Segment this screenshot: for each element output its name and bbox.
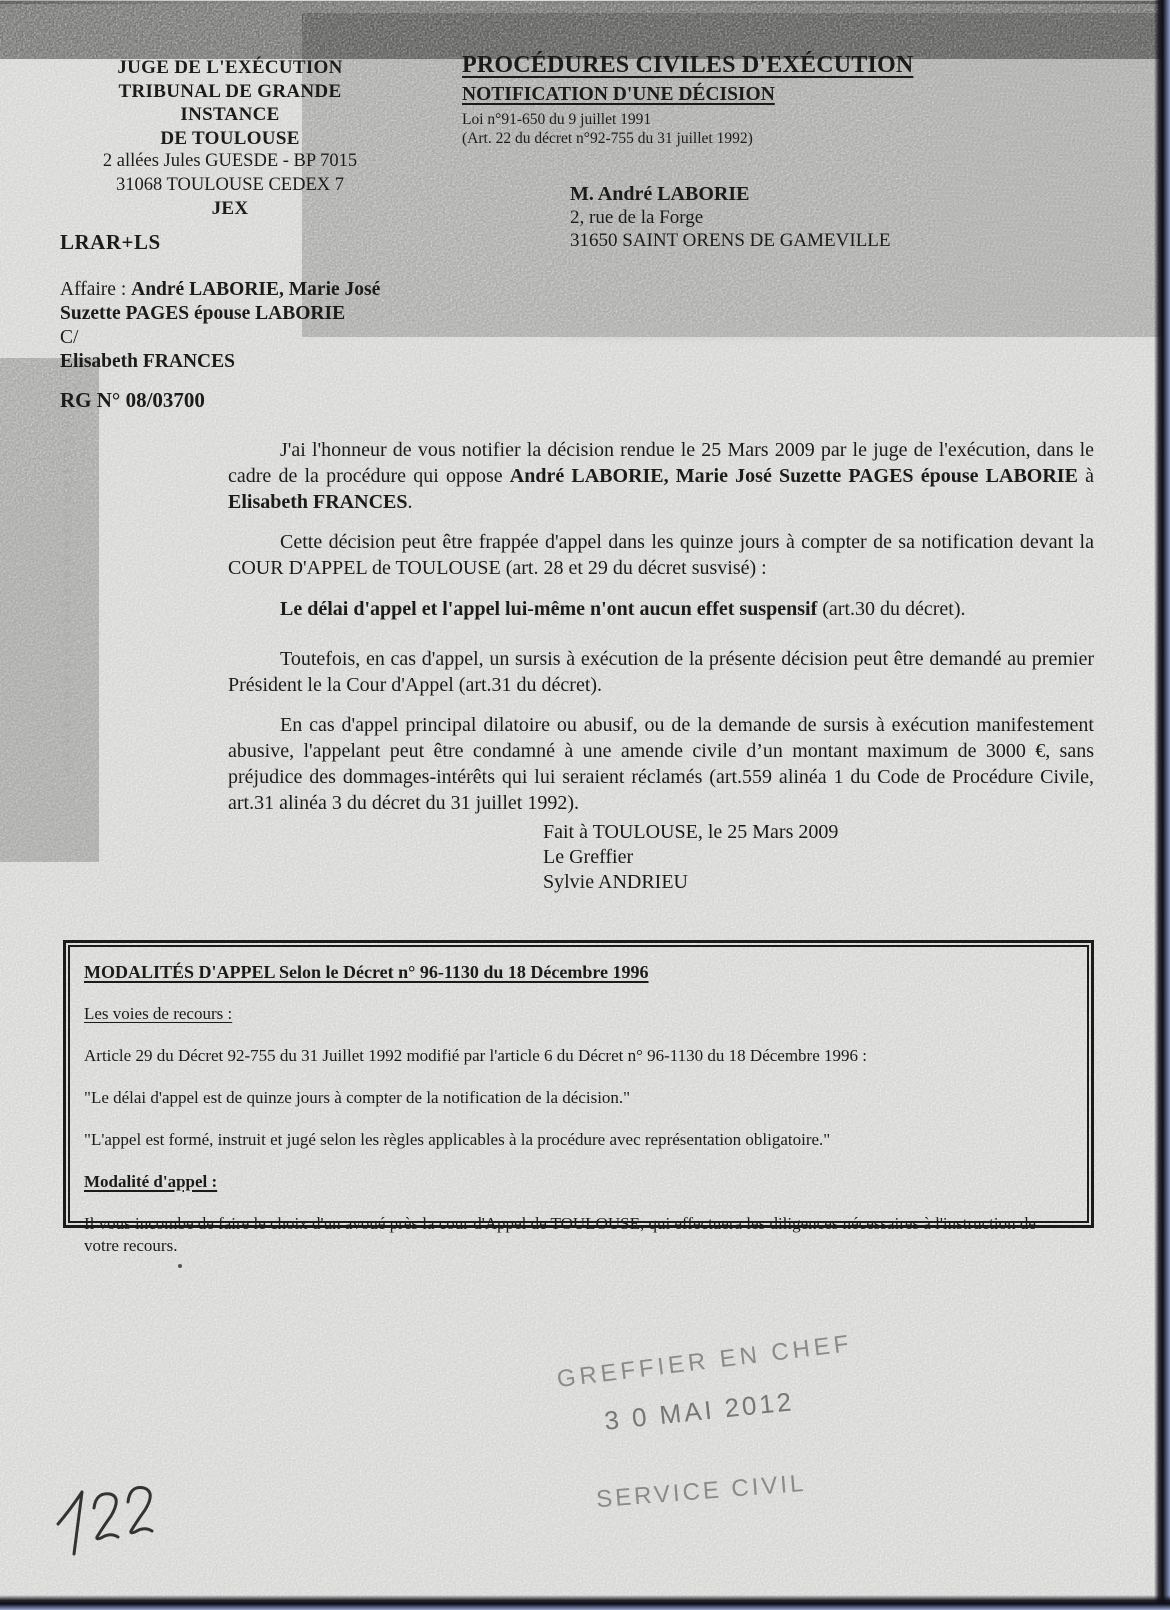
signature-block <box>543 820 838 895</box>
appeal-box-instruction: Il vous incombe de faire le choix d'un avoué près la cour d'Appel de TOULOUSE, qui effectuera les diligences nécessaires à l'instruction de votre recours. <box>84 1214 1036 1255</box>
appeal-box-quote-procedure: "L'appel est formé, instruit et jugé selon les règles applicables à la procédure avec représentation obligatoire." <box>84 1130 831 1149</box>
case-line-2: Suzette PAGES épouse LABORIE <box>60 303 346 324</box>
document-header <box>462 52 1022 148</box>
recipient-address-block <box>570 183 891 252</box>
case-parties-block <box>60 278 380 374</box>
stamp-date: 3 0 MAI 2012 <box>602 1386 796 1436</box>
case-opposing-party: Elisabeth FRANCES <box>60 351 235 372</box>
scan-streak <box>64 422 70 782</box>
stamp-greffier-en-chef: GREFFIER EN CHEF <box>555 1329 854 1394</box>
case-line-1: Affaire : André LABORIE, Marie José <box>60 279 381 300</box>
scan-edge-top <box>0 0 1170 4</box>
court-service: JEX <box>211 198 249 219</box>
court-address: 2 allées Jules GUESDE - BP 7015 <box>102 151 358 171</box>
signatory-name: Sylvie ANDRIEU <box>543 871 688 893</box>
scan-edge-right <box>1154 0 1170 1610</box>
decree-reference: (Art. 22 du décret n°92-755 du 31 juillet 1992) <box>462 130 753 147</box>
appeal-box-quote-delay: "Le délai d'appel est de quinze jours à compter de la notification de la décision." <box>84 1088 631 1107</box>
body-paragraph-notification: J'ai l'honneur de vous notifier la décision rendue le 25 Mars 2009 par le juge de l'exécution, dans le cadre de la procédure qui oppose André LABORIE, Marie José Suzette PAGES épouse LABORIE à Elisabeth FRANCES. <box>228 439 1094 513</box>
appeal-box-subheading-modalite: Modalité d'appel : <box>84 1172 218 1191</box>
scan-speck <box>22 27 31 34</box>
body-paragraph-no-suspensive-effect: Le délai d'appel et l'appel lui-même n'ont aucun effet suspensif (art.30 du décret). <box>280 598 966 620</box>
body-paragraph-sursis: Toutefois, en cas d'appel, un sursis à exécution de la présente décision peut être demandé au premier Président le la Cour d'Appel (art.31 du décret). <box>228 648 1094 696</box>
court-name-line: TRIBUNAL DE GRANDE <box>118 80 342 102</box>
case-versus: C/ <box>60 327 79 348</box>
ink-dot <box>178 1264 182 1268</box>
bleedthrough-mark <box>760 292 1090 302</box>
court-name-line: DE TOULOUSE <box>160 127 300 149</box>
recipient-street: 2, rue de la Forge <box>570 207 704 228</box>
appeal-box-title: MODALITÉS D'APPEL Selon le Décret n° 96-1130 du 18 Décembre 1996 <box>84 962 649 982</box>
signature-place-date: Fait à TOULOUSE, le 25 Mars 2009 <box>543 821 839 843</box>
court-name-line: INSTANCE <box>180 104 280 125</box>
court-letterhead <box>72 56 388 221</box>
body-paragraph-appeal-delay: Cette décision peut être frappée d'appel dans les quinze jours à compter de sa notification devant la COUR D'APPEL de TOULOUSE (art. 28 et 29 du décret susvisé) : <box>228 531 1094 579</box>
handwritten-page-number <box>48 1480 178 1570</box>
stamp-service-civil: SERVICE CIVIL <box>595 1469 808 1514</box>
appeal-box-subheading-recours: Les voies de recours : <box>84 1004 233 1023</box>
court-name-line: JUGE DE L'EXÉCUTION <box>117 57 343 78</box>
appeal-modalities-box <box>63 940 1094 1255</box>
recipient-name: M. André LABORIE <box>570 183 750 205</box>
document-title: PROCÉDURES CIVILES D'EXÉCUTION <box>462 52 914 78</box>
body-paragraph-amende: En cas d'appel principal dilatoire ou abusif, ou de la demande de sursis à exécution manifestement abusive, l'appelant peut être condamné à une amende civile d’un montant maximum de 3000 €, sans préjudice des dommages-intérêts qui lui seraient réclamés (art.559 alinéa 1 du Code de Procédure Civile, art.31 alinéa 3 du décret du 31 juillet 1992). <box>228 714 1094 814</box>
signatory-title: Le Greffier <box>543 846 634 868</box>
recipient-city: 31650 SAINT ORENS DE GAMEVILLE <box>570 230 891 251</box>
document-subtitle: NOTIFICATION D'UNE DÉCISION <box>462 84 775 105</box>
mailing-mode: LRAR+LS <box>60 230 161 254</box>
bleedthrough-mark <box>560 330 810 340</box>
law-reference: Loi n°91-650 du 9 juillet 1991 <box>462 111 652 128</box>
court-address: 31068 TOULOUSE CEDEX 7 <box>116 174 344 195</box>
appeal-modalities-content <box>68 945 1089 1255</box>
appeal-box-article: Article 29 du Décret 92-755 du 31 Juillet 1992 modifié par l'article 6 du Décret n° 96-1130 du 18 Décembre 1996 : <box>84 1046 867 1065</box>
scan-edge-bottom <box>0 1595 1170 1610</box>
case-rg-number: RG N° 08/03700 <box>60 388 205 412</box>
